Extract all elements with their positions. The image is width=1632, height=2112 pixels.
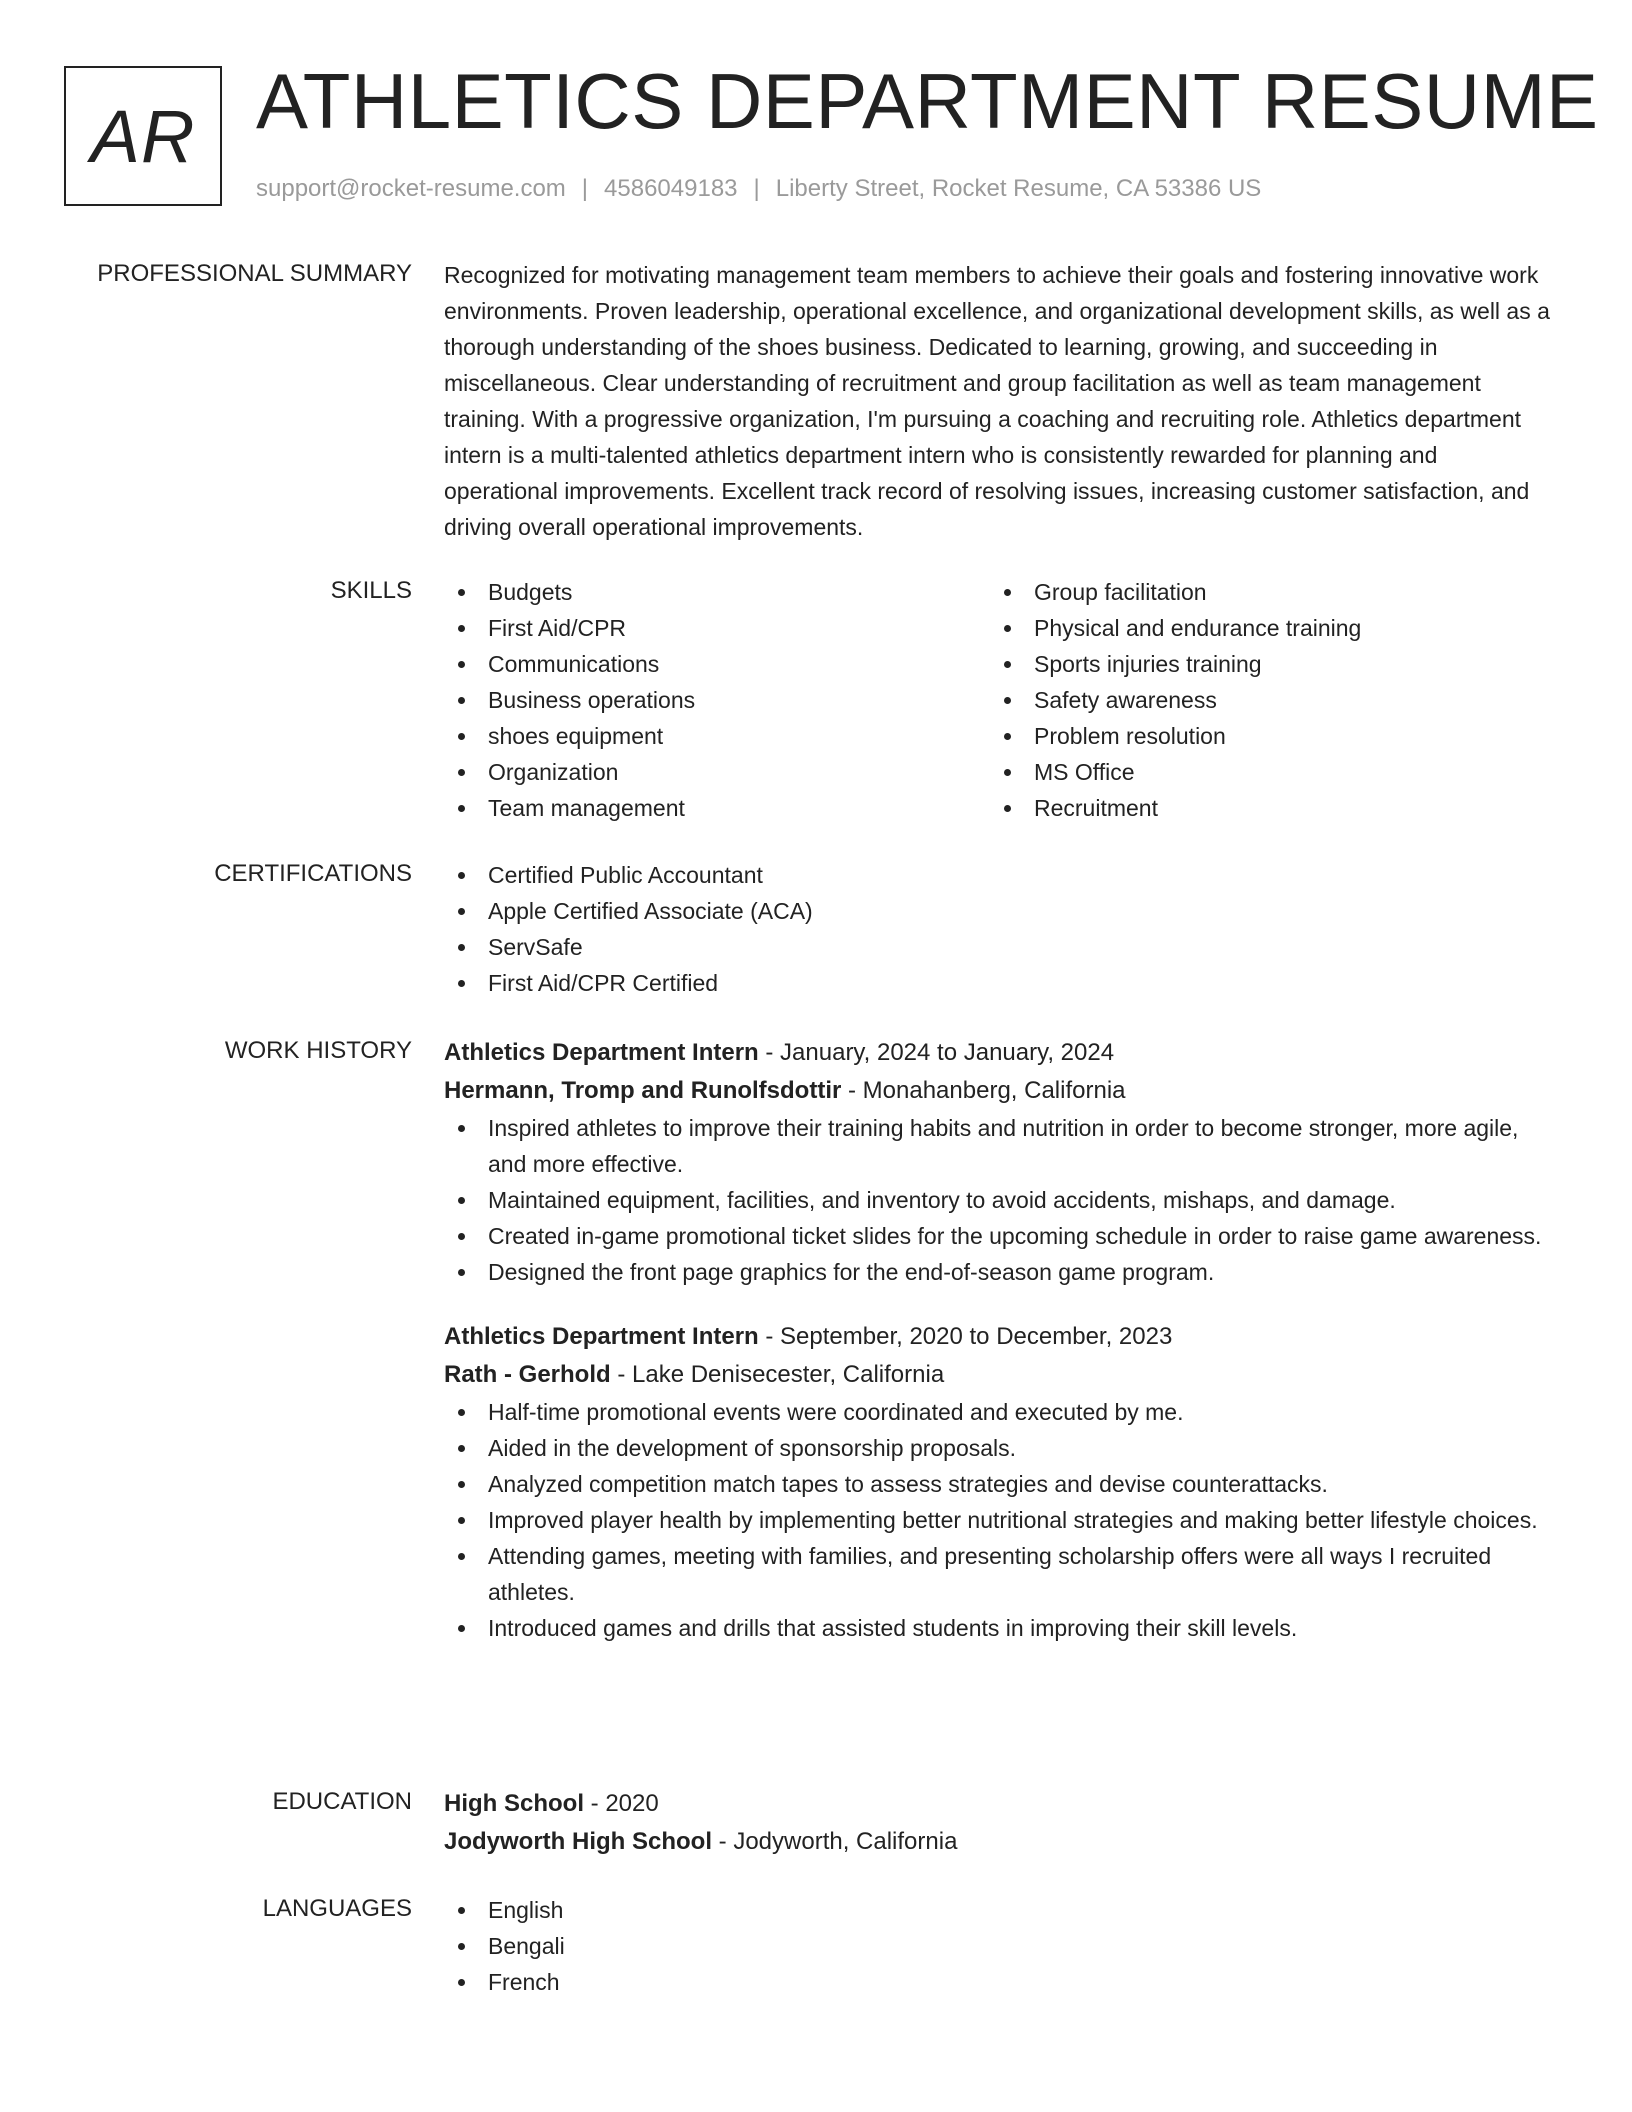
job-company: Hermann, Tromp and Runolfsdottir	[444, 1077, 842, 1104]
list-item: Organization	[444, 754, 990, 790]
list-item: Analyzed competition match tapes to assess strategies and devise counterattacks.	[444, 1466, 1554, 1502]
work-history-content	[444, 1034, 1554, 1646]
list-item: Safety awareness	[990, 682, 1536, 718]
education-degree-line	[444, 1785, 1554, 1823]
contact-address: Liberty Street, Rocket Resume, CA 53386 US	[775, 175, 1262, 202]
job-dates: - January, 2024 to January, 2024	[758, 1039, 1115, 1066]
list-item: Group facilitation	[990, 574, 1536, 610]
list-item: Inspired athletes to improve their training habits and nutrition in order to become stronger, more agile, and more effective.	[444, 1110, 1554, 1182]
list-item: shoes equipment	[444, 718, 990, 754]
list-item: Attending games, meeting with families, and presenting scholarship offers were all ways I recruited athletes.	[444, 1538, 1554, 1610]
certifications-heading: CERTIFICATIONS	[214, 860, 412, 887]
job-entry	[444, 1034, 1554, 1290]
list-item: Maintained equipment, facilities, and inventory to avoid accidents, mishaps, and damage.	[444, 1182, 1554, 1218]
languages-list	[444, 1892, 1554, 2000]
education-degree: High School	[444, 1790, 584, 1817]
job-title-line	[444, 1034, 1554, 1072]
job-title-line	[444, 1318, 1554, 1356]
list-item: Communications	[444, 646, 990, 682]
job-duties-list	[444, 1110, 1554, 1290]
contact-separator: |	[753, 175, 760, 202]
education-school-line	[444, 1823, 1554, 1861]
job-company-line	[444, 1072, 1554, 1110]
contact-email[interactable]: support@rocket-resume.com	[256, 175, 566, 202]
contact-phone[interactable]: 4586049183	[604, 175, 738, 202]
languages-heading: LANGUAGES	[262, 1895, 412, 1922]
job-company: Rath - Gerhold	[444, 1361, 611, 1388]
list-item: Introduced games and drills that assisted students in improving their skill levels.	[444, 1610, 1554, 1646]
education-year: - 2020	[584, 1790, 659, 1817]
job-duties-list	[444, 1394, 1554, 1646]
summary-content	[444, 257, 1554, 545]
job-location: - Monahanberg, California	[841, 1077, 1126, 1104]
list-item: Team management	[444, 790, 990, 826]
summary-heading: PROFESSIONAL SUMMARY	[97, 260, 412, 287]
monogram-logo: AR	[64, 66, 222, 206]
education-location: - Jodyworth, California	[712, 1828, 958, 1855]
education-content	[444, 1785, 1554, 1861]
list-item: Improved player health by implementing better nutritional strategies and making better lifestyle choices.	[444, 1502, 1554, 1538]
list-item: Budgets	[444, 574, 990, 610]
list-item: First Aid/CPR Certified	[444, 965, 1554, 1001]
skills-columns	[444, 574, 1554, 826]
list-item: Business operations	[444, 682, 990, 718]
list-item: Bengali	[444, 1928, 1554, 1964]
contact-separator: |	[581, 175, 589, 202]
languages-content	[444, 1892, 1554, 2000]
list-item: Certified Public Accountant	[444, 857, 1554, 893]
certifications-content	[444, 857, 1554, 1001]
list-item: Created in-game promotional ticket slides for the upcoming schedule in order to raise game awareness.	[444, 1218, 1554, 1254]
job-title: Athletics Department Intern	[444, 1039, 759, 1066]
job-dates: - September, 2020 to December, 2023	[758, 1323, 1173, 1350]
summary-text: Recognized for motivating management team members to achieve their goals and fostering innovative work environments. Proven leadership, operational excellence, and organizational development skills, as well as a thorough understanding of the shoes business. Dedicated to learning, growing, and succeeding in miscellaneous. Clear understanding of recruitment and group facilitation as well as team management training. With a progressive organization, I'm pursuing a coaching and recruiting role. Athletics department intern is a multi-talented athletics department intern who is consistently rewarded for planning and operational improvements. Excellent track record of resolving issues, increasing customer satisfaction, and driving overall operational improvements.	[444, 262, 1550, 540]
list-item: Recruitment	[990, 790, 1536, 826]
list-item: Half-time promotional events were coordinated and executed by me.	[444, 1394, 1554, 1430]
job-entry	[444, 1318, 1554, 1646]
list-item: Physical and endurance training	[990, 610, 1536, 646]
skills-list-left	[444, 574, 990, 826]
job-company-line	[444, 1356, 1554, 1394]
work-history-heading: WORK HISTORY	[224, 1037, 412, 1064]
list-item: First Aid/CPR	[444, 610, 990, 646]
list-item: Aided in the development of sponsorship proposals.	[444, 1430, 1554, 1466]
list-item: Problem resolution	[990, 718, 1536, 754]
list-item: Designed the front page graphics for the end-of-season game program.	[444, 1254, 1554, 1290]
job-title: Athletics Department Intern	[444, 1323, 759, 1350]
contact-line	[256, 174, 1261, 204]
skills-heading: SKILLS	[330, 577, 412, 604]
certifications-list	[444, 857, 1554, 1001]
list-item: Sports injuries training	[990, 646, 1536, 682]
skills-list-right	[990, 574, 1536, 826]
education-heading: EDUCATION	[272, 1788, 412, 1815]
list-item: English	[444, 1892, 1554, 1928]
job-location: - Lake Denisecester, California	[610, 1361, 945, 1388]
list-item: MS Office	[990, 754, 1536, 790]
page-title: ATHLETICS DEPARTMENT RESUME	[256, 57, 1599, 145]
list-item: French	[444, 1964, 1554, 2000]
list-item: Apple Certified Associate (ACA)	[444, 893, 1554, 929]
list-item: ServSafe	[444, 929, 1554, 965]
education-school: Jodyworth High School	[444, 1828, 712, 1855]
